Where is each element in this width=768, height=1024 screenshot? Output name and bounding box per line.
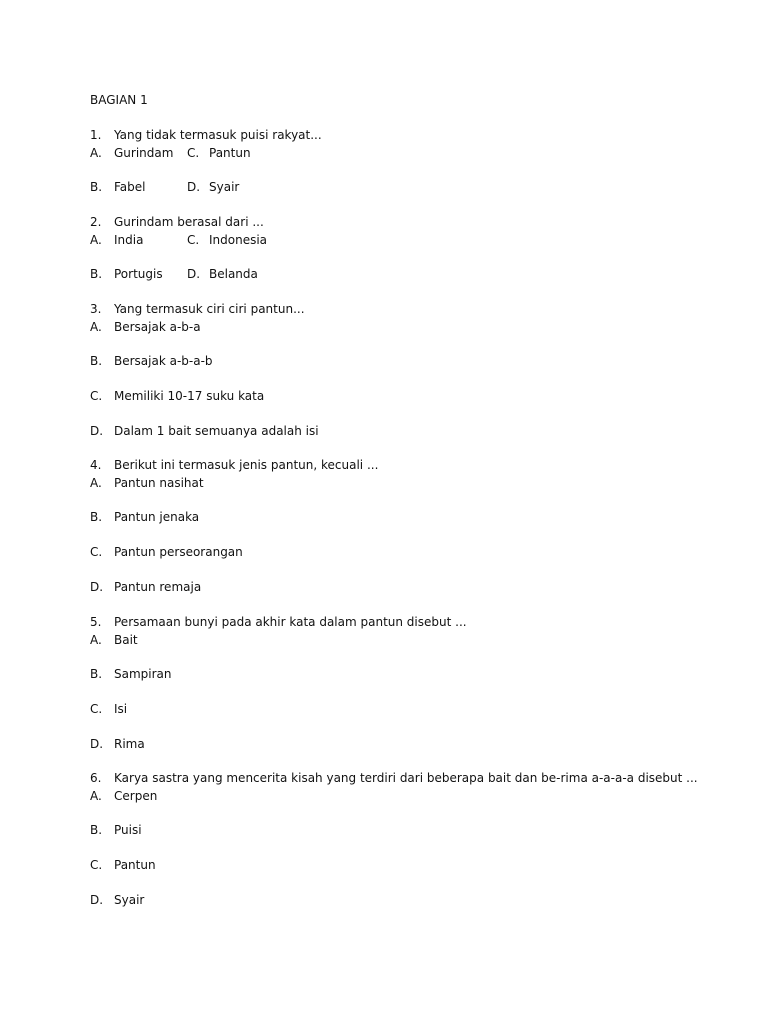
option-letter: B. [90,354,103,369]
option-letter: C. [187,232,200,247]
option-letter: C. [90,857,103,872]
option-text: Bersajak a-b-a-b [114,354,213,369]
section-title: BAGIAN 1 [90,93,148,107]
question-text: Berikut ini termasuk jenis pantun, kecuali ... [114,458,379,472]
question-number: 2. [90,215,102,229]
option-letter: D. [90,892,104,907]
option-letter: B. [90,180,103,195]
option-letter: D. [187,180,201,195]
question-text: Yang tidak termasuk puisi rakyat... [114,128,322,142]
option-text: Sampiran [114,667,172,682]
option-text: Memiliki 10-17 suku kata [114,388,265,403]
option-letter: B. [90,267,103,282]
option-text: Bersajak a-b-a [114,319,201,334]
question-number: 6. [90,771,102,785]
option-letter: D. [90,579,104,594]
option-letter: A. [90,232,102,247]
option-text: Bait [114,632,138,647]
option-letter: C. [90,388,103,403]
option-letter: D. [90,736,104,751]
option-letter: D. [90,423,104,438]
option-letter: B. [90,667,103,682]
question-text: Persamaan bunyi pada akhir kata dalam pantun disebut ... [114,615,467,629]
option-letter: C. [90,701,103,716]
option-text: Pantun perseorangan [114,544,243,559]
option-letter: A. [90,788,102,803]
option-text: Gurindam [114,145,174,160]
option-text: Rima [114,736,145,751]
question-text: Yang termasuk ciri ciri pantun... [114,302,305,316]
option-text: Dalam 1 bait semuanya adalah isi [114,423,319,438]
question-number: 5. [90,615,102,629]
option-text: Pantun [114,857,156,872]
option-text: Indonesia [209,232,268,247]
option-letter: A. [90,319,102,334]
option-text: Portugis [114,267,163,282]
question-text: Karya sastra yang mencerita kisah yang terdiri dari beberapa bait dan be-rima a-a-a-a disebut ... [114,771,698,785]
question-number: 3. [90,302,102,316]
option-text: Cerpen [114,788,158,803]
option-letter: C. [187,145,200,160]
question-number: 4. [90,458,102,472]
option-letter: C. [90,544,103,559]
question-text: Gurindam berasal dari ... [114,215,264,229]
option-text: Belanda [209,267,258,282]
option-text: Fabel [114,180,146,195]
option-text: Pantun nasihat [114,475,204,490]
option-letter: B. [90,823,103,838]
question-number: 1. [90,128,102,142]
option-text: Syair [114,892,145,907]
option-letter: A. [90,632,102,647]
option-text: Puisi [114,823,142,838]
option-text: Pantun remaja [114,579,202,594]
option-text: Pantun jenaka [114,510,200,525]
option-text: India [114,232,144,247]
option-letter: B. [90,510,103,525]
option-letter: D. [187,267,201,282]
option-text: Isi [114,701,128,716]
option-letter: A. [90,145,102,160]
option-text: Pantun [209,145,251,160]
option-text: Syair [209,180,240,195]
option-letter: A. [90,475,102,490]
